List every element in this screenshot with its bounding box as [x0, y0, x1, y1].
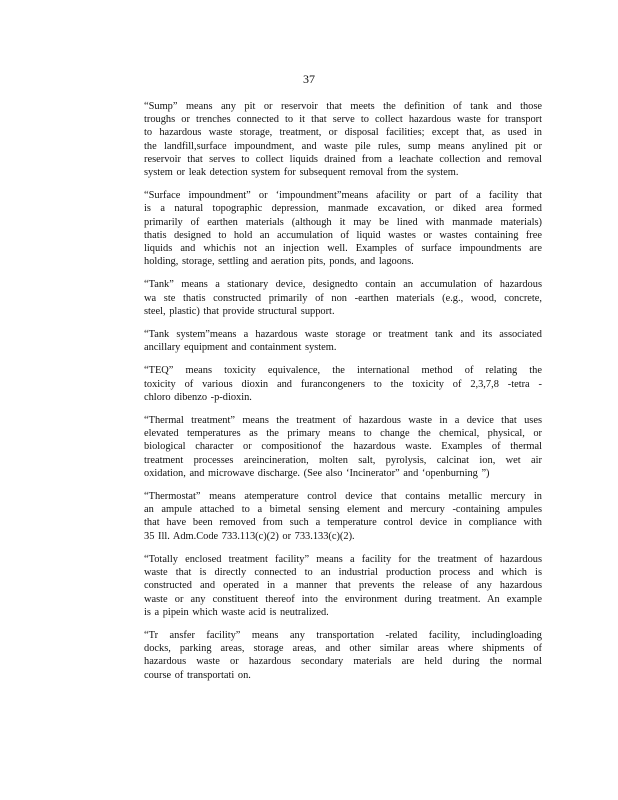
- page-number: 37: [303, 72, 315, 86]
- text-line: thatis designed to hold an accumulation of liquid wastes or wastes containing free: [144, 229, 542, 241]
- text-line: reservoir that serves to collect liquids drained from a leachate collection and removal: [144, 153, 542, 165]
- text-line: toxicity of various dioxin and furancongeners to the toxicity of 2,3,7,8 -tetra -: [144, 378, 542, 390]
- text-line: “Sump” means any pit or reservoir that meets the definition of tank and those: [144, 101, 542, 112]
- text-line: wa ste thatis constructed primarily of non -earthen materials (e.g., wood, concrete,: [144, 292, 542, 304]
- text-line: “Thermostat” means atemperature control device that contains metallic mercury in: [144, 491, 542, 503]
- text-line: system or leak detection system for subsequent removal from the system.: [144, 167, 459, 179]
- definition-paragraph: [144, 490, 542, 543]
- definition-paragraph: [144, 364, 542, 404]
- text-line: “TEQ” means toxicity equivalence, the international method of relating the: [144, 365, 542, 377]
- text-line: “Totally enclosed treatment facility” means a facility for the treatment of hazardous: [144, 553, 542, 565]
- text-line: hazardous waste or hazardous secondary materials are held during the normal: [144, 656, 542, 668]
- text-line: “Surface impoundment” or ‘impoundment”means afacility or part of a facility that: [144, 190, 542, 202]
- text-line: waste that is directly connected to an industrial production process and which is: [144, 567, 542, 579]
- text-line: to hazardous waste storage, treatment, or disposal facilities; except that, as used in: [144, 127, 542, 139]
- text-line: elevated temperatures as the primary means to change the chemical, physical, or: [144, 428, 542, 440]
- definitions-body: [144, 100, 542, 692]
- text-line: ancillary equipment and containment system.: [144, 342, 337, 354]
- definition-paragraph: [144, 189, 542, 268]
- text-line: biological character or compositionof the hazardous waste. Examples of thermal: [144, 441, 542, 453]
- text-line: constructed and operated in a manner that prevents the release of any hazardous: [144, 580, 542, 592]
- text-line: is a pipein which waste acid is neutralized.: [144, 606, 329, 618]
- text-line: “Tank system”means a hazardous waste storage or treatment tank and its associated: [144, 329, 542, 341]
- text-line: “Thermal treatment” means the treatment of hazardous waste in a device that uses: [144, 415, 542, 427]
- text-line: primarily of earthen materials (although it may be lined with manmade materials): [144, 216, 542, 228]
- definition-paragraph: [144, 328, 542, 354]
- definition-paragraph: [144, 414, 542, 480]
- definition-paragraph: [144, 629, 542, 682]
- text-line: liquids and whichis not an injection well. Examples of surface impoundments are: [144, 243, 542, 255]
- text-line: troughs or trenches connected to it that serve to collect hazardous waste for transport: [144, 114, 542, 126]
- text-line: is a natural topographic depression, manmade excavation, or diked area formed: [144, 203, 542, 215]
- text-line: “Tank” means a stationary device, designedto contain an accumulation of hazardous: [144, 279, 542, 291]
- definition-paragraph: [144, 278, 542, 318]
- text-line: an ampule attached to a bimetal sensing element and mercury -containing ampules: [144, 504, 542, 516]
- text-line: holding, storage, settling and aeration pits, ponds, and lagoons.: [144, 256, 414, 268]
- text-line: course of transportati on.: [144, 669, 251, 681]
- text-line: treatment processes areincineration, molten salt, pyrolysis, calcinat ion, wet air: [144, 454, 542, 466]
- text-line: steel, plastic) that provide structural support.: [144, 305, 335, 317]
- text-line: chloro dibenzo -p-dioxin.: [144, 391, 252, 403]
- definition-paragraph: [144, 553, 542, 619]
- text-line: docks, parking areas, storage areas, and other similar areas where shipments of: [144, 643, 542, 655]
- text-line: oxidation, and microwave discharge. (See also ‘Incinerator” and ‘openburning ”): [144, 467, 490, 479]
- text-line: the landfill,surface impoundment, and waste pile rules, sump means anylined pit or: [144, 140, 542, 152]
- definition-paragraph: [144, 100, 542, 179]
- text-line: “Tr ansfer facility” means any transportation -related facility, includingloading: [144, 629, 542, 641]
- text-line: 35 Ill. Adm.Code 733.113(c)(2) or 733.133(c)(2).: [144, 530, 355, 542]
- text-line: waste or any constituent thereof into the environment during treatment. An example: [144, 593, 542, 605]
- text-line: that have been removed from such a temperature control device in compliance with: [144, 517, 542, 529]
